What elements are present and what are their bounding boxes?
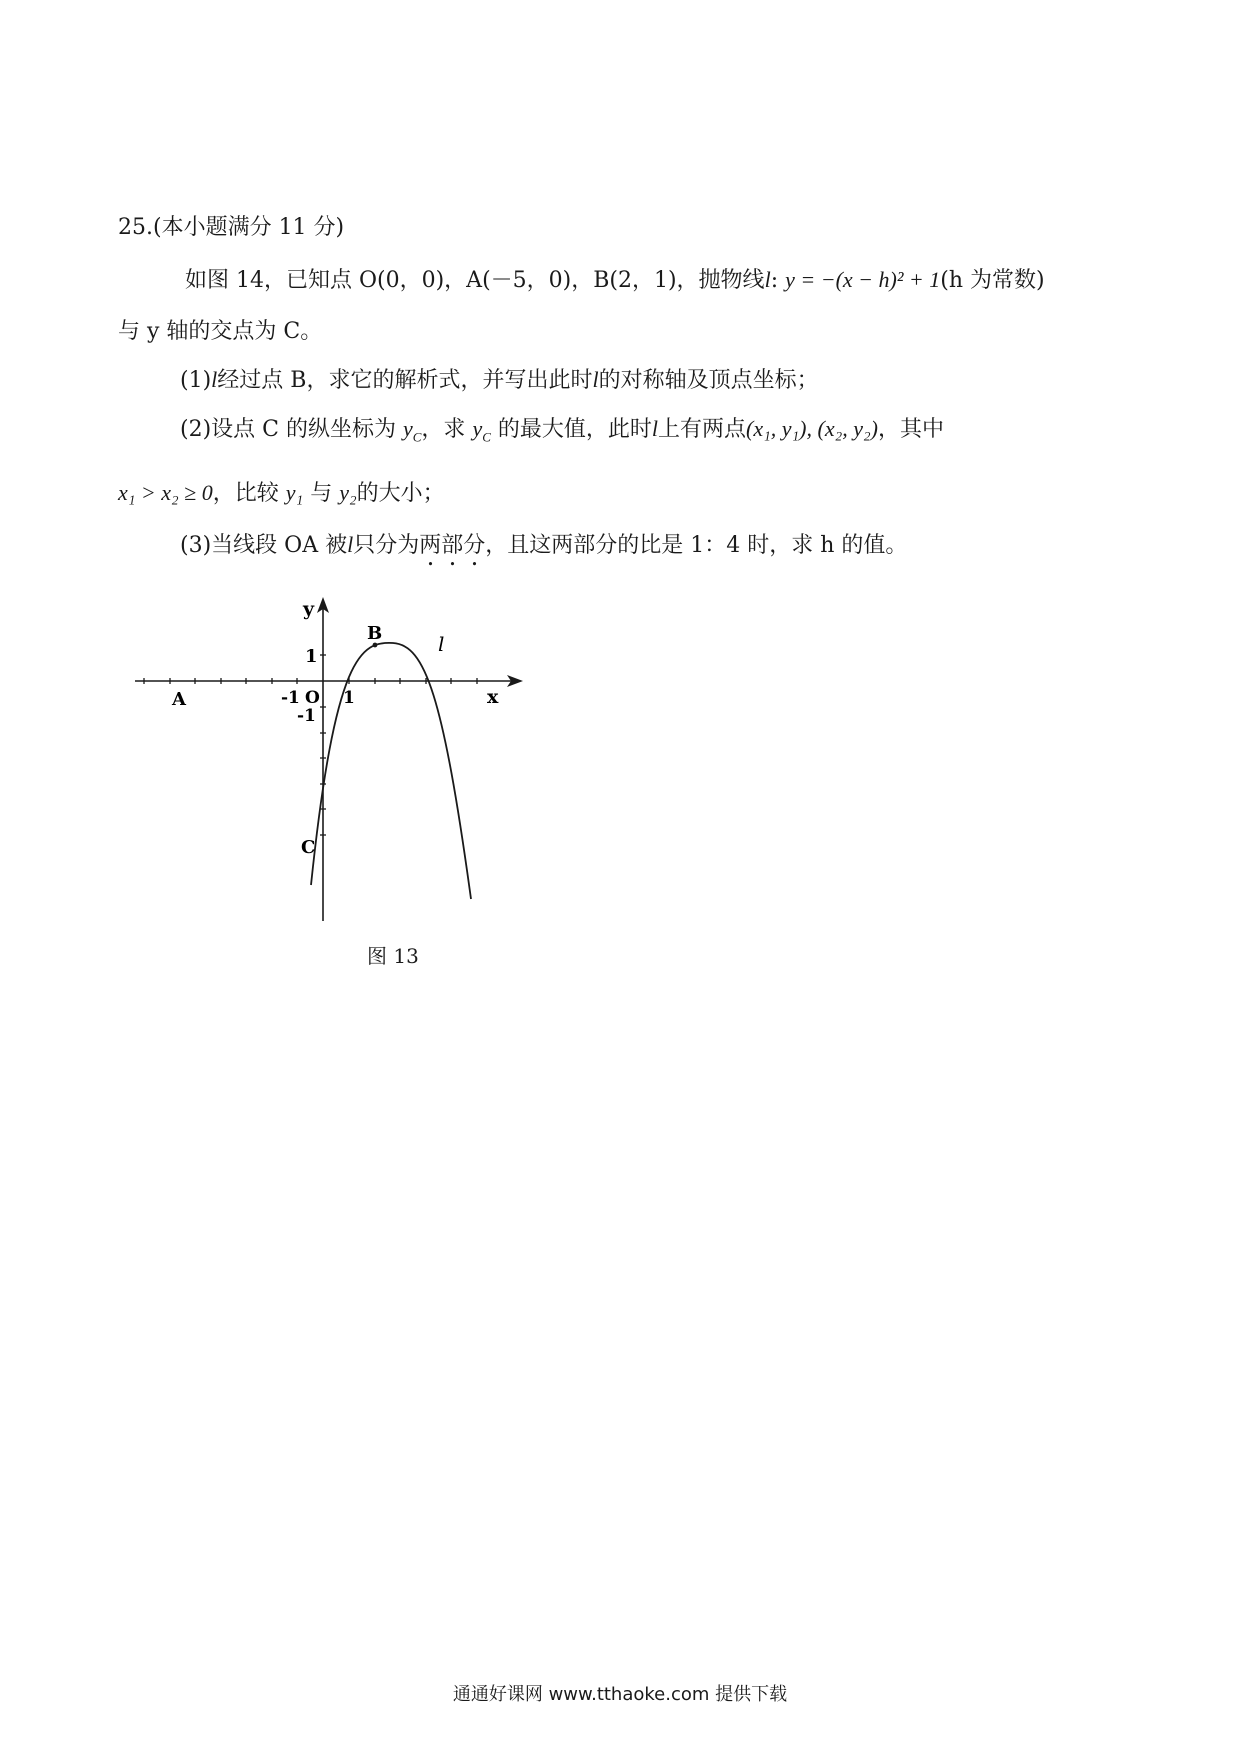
intro-line-2: 与 y 轴的交点为 C。	[118, 319, 323, 344]
parabola-formula: y = −(x − h)² + 1	[785, 267, 941, 292]
y-tick-label-neg1: -1	[297, 706, 316, 726]
parabola-figure	[125, 595, 535, 935]
point-b-label: B	[367, 623, 383, 644]
point-c-label: C	[301, 837, 316, 858]
question-1: (1)l经过点 B，求它的解析式，并写出此时l的对称轴及顶点坐标；	[180, 367, 819, 393]
y-axis-label: y	[303, 598, 315, 620]
figure-caption: 图 13	[367, 944, 419, 968]
x-axis-label: x	[487, 686, 499, 708]
parabola-label: l	[438, 632, 445, 656]
problem-header: 25.(本小题满分 11 分)	[118, 215, 345, 240]
two-points: (x₁, y₁), (x₂, y₂)	[746, 416, 878, 441]
x-tick-label-neg1: -1	[281, 688, 300, 708]
point-a-label: A	[172, 689, 186, 710]
page-footer: 通通好课网 www.tthaoke.com 提供下载	[452, 1684, 788, 1705]
x-condition: x₁ > x₂ ≥ 0	[118, 480, 213, 505]
question-2-line-2: x₁ > x₂ ≥ 0，比较 y₁ 与 y₂的大小；	[118, 480, 445, 506]
origin-label: O	[305, 688, 320, 708]
x-tick-label-1: 1	[343, 688, 355, 708]
y-tick-label-1: 1	[305, 646, 318, 667]
emphasized-two-parts: 两部分	[419, 533, 486, 558]
question-2-line-1: (2)设点 C 的纵坐标为 $y_C$，求 $y_C$ 的最大值，此时l上有两点(x₁, y₁), (x₂, y₂)，其中	[180, 416, 945, 445]
question-3: (3)当线段 OA 被l只分为两部分，且这两部分的比是 1：4 时，求 h 的值。	[180, 532, 908, 558]
intro-line-1: 如图 14，已知点 O(0，0)，A(－5，0)，B(2，1)，抛物线l: y = −(x − h)² + 1(h 为常数)	[185, 267, 1045, 293]
